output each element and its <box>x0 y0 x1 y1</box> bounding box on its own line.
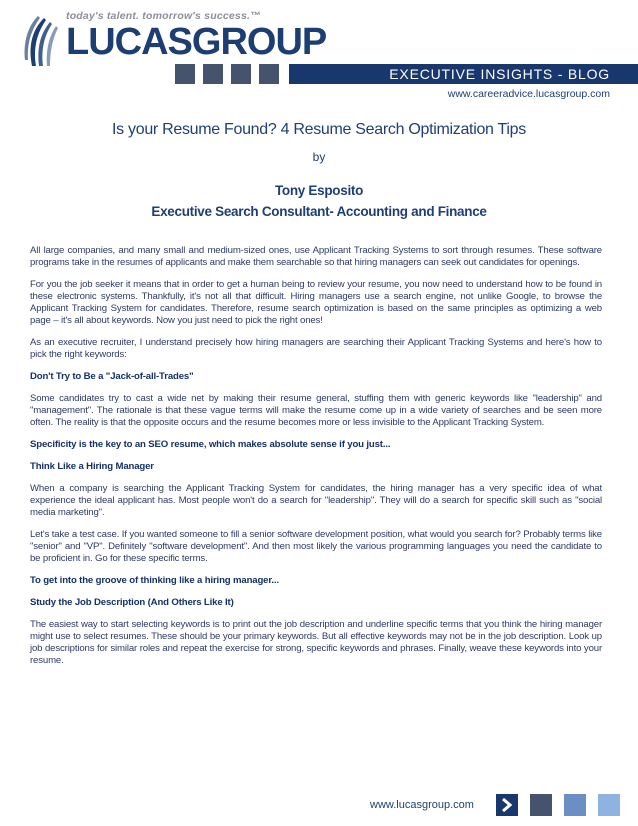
section-heading: Don't Try to Be a "Jack-of-all-Trades" <box>30 371 194 382</box>
brand-logo <box>22 8 327 68</box>
section-heading: Think Like a Hiring Manager <box>30 461 154 472</box>
header-banner <box>289 64 638 84</box>
header-square <box>203 64 223 84</box>
author-role: Executive Search Consultant- Accounting and Finance <box>151 204 487 219</box>
footer-url-link[interactable]: www.lucasgroup.com <box>370 799 474 811</box>
article-body <box>30 245 602 677</box>
footer-square <box>564 794 586 816</box>
section-heading: Study the Job Description (And Others Like It) <box>30 597 234 608</box>
chevron-right-icon <box>501 798 513 812</box>
body-paragraph: As an executive recruiter, I understand precisely how hiring managers are searching their Applicant Tracking Systems and here's how to pick the right keywords: <box>30 337 602 360</box>
article-title: Is your Resume Found? 4 Resume Search Optimization Tips <box>112 121 526 138</box>
body-paragraph: All large companies, and many small and medium-sized ones, use Applicant Tracking Systems to sort through resumes. These software programs take in the resumes of applicants and make them searchable so that hiring managers can seek out candidates for openings. <box>30 245 602 268</box>
byline: by <box>312 150 326 164</box>
brand-tagline: today's talent. tomorrow's success.™ <box>66 10 261 22</box>
body-paragraph: The easiest way to start selecting keywords is to print out the job description and underline specific terms that you think the hiring manager might use to select resumes. These should be your primary keywords. But all effective keywords may not be in the job description. Look up job descriptions for similar roles and repeat the exercise for strong, specific keywords and phrases. Finally, weave these keywords into your resume. <box>30 619 602 666</box>
footer-square <box>530 794 552 816</box>
header-square <box>231 64 251 84</box>
body-paragraph: Some candidates try to cast a wide net by making their resume general, stuffing them with generic keywords like "leadership" and "management". The rationale is that these vague terms will make the resume come up in a wide variety of searches and be seen more often. The reality is that the opposite occurs and the resume becomes more or less invisible to the Applicant Tracking System. <box>30 393 602 428</box>
header-square <box>175 64 195 84</box>
body-paragraph: When a company is searching the Applicant Tracking System for candidates, the hiring manager has a very specific idea of what experience the ideal applicant has. Most people won't do a search for "leadership". They will do a search for specific skill such as "social media marketing". <box>30 483 602 518</box>
next-page-button[interactable] <box>496 794 518 816</box>
blog-url-link[interactable]: www.careeradvice.lucasgroup.com <box>447 88 610 100</box>
header-square <box>259 64 279 84</box>
brand-name: LUCASGROUP <box>66 21 327 63</box>
feather-logo-icon <box>22 16 62 68</box>
body-paragraph: Let's take a test case. If you wanted someone to fill a senior software development position, what would you search for? Probably terms like "senior" and "VP". Definitely "software development". And then most likely the various programming languages you need the candidate to be proficient in. Go for these specific terms. <box>30 529 602 564</box>
section-heading: Specificity is the key to an SEO resume, which makes absolute sense if you just... <box>30 439 391 450</box>
header-squares <box>175 64 279 84</box>
footer-square <box>598 794 620 816</box>
author-name: Tony Esposito <box>274 183 364 198</box>
section-heading: To get into the groove of thinking like a hiring manager... <box>30 575 279 586</box>
banner-title: EXECUTIVE INSIGHTS - BLOG <box>389 66 610 82</box>
body-paragraph: For you the job seeker it means that in order to get a human being to review your resume, you now need to understand how to be found in these electronic systems. Thankfully, it's not all that difficult. Hiring managers use a search engine, not unlike Google, to browse the Applicant Tracking System for candidates. Therefore, resume search optimization is based on the same principles as optimizing a web page – it's all about keywords. Now you just need to pick the right ones! <box>30 279 602 326</box>
